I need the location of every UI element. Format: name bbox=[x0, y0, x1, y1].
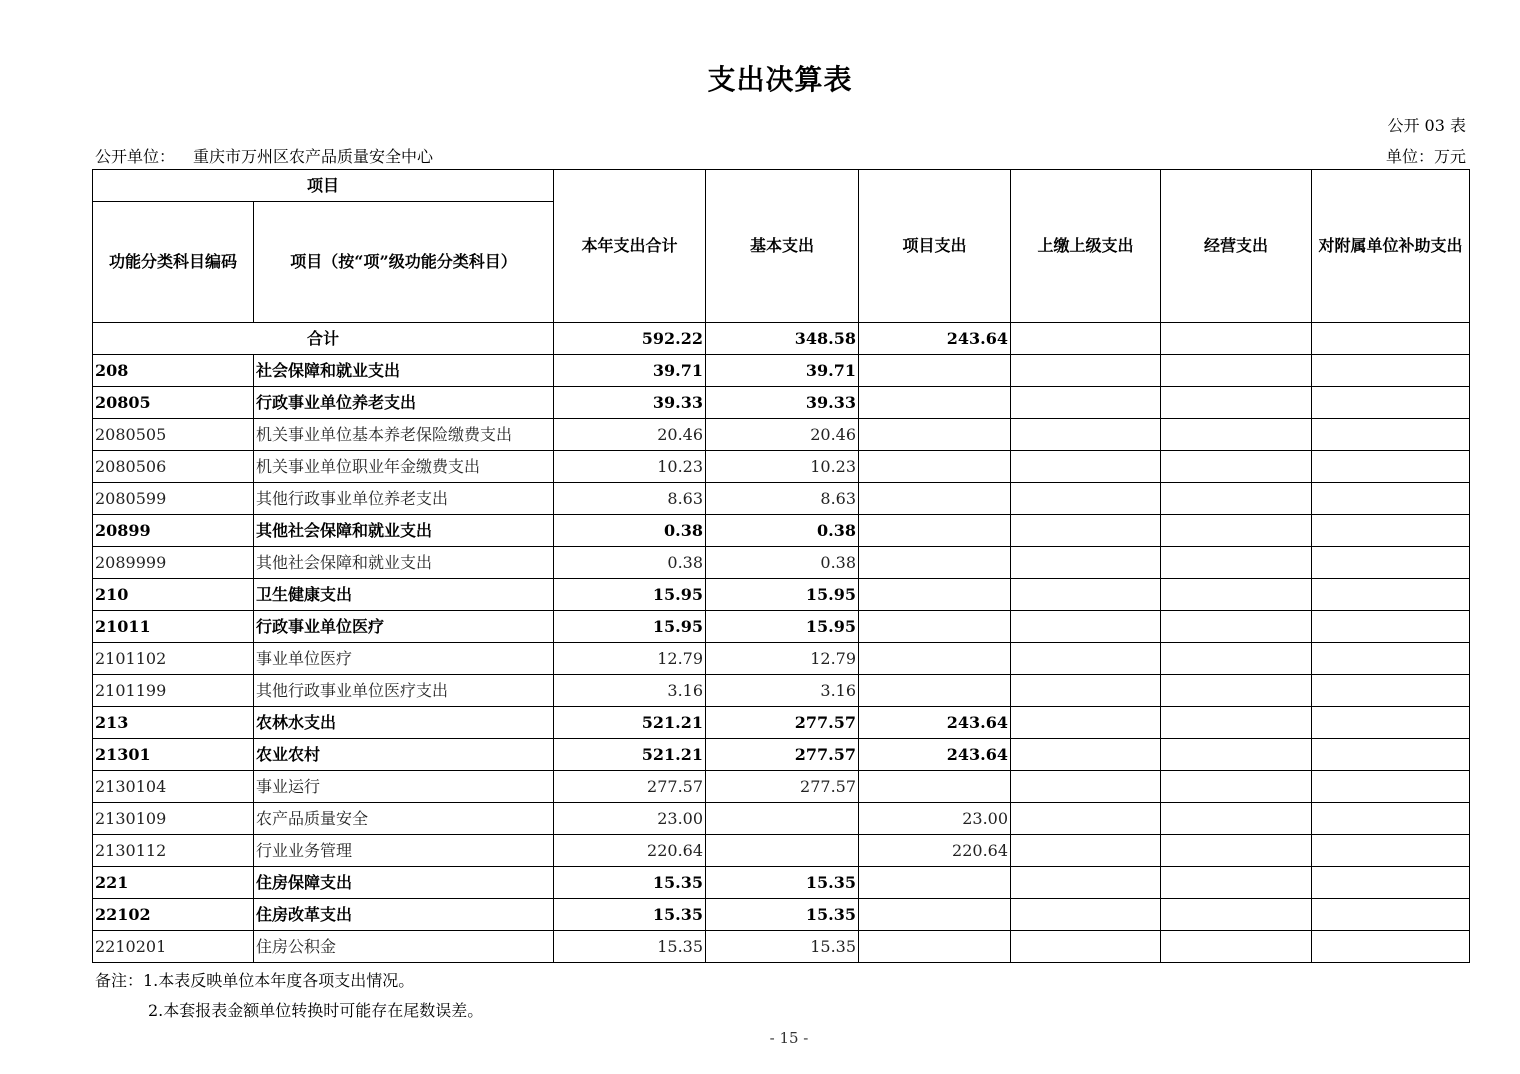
row-subsidy bbox=[1312, 707, 1470, 739]
row-code: 2080506 bbox=[93, 451, 254, 483]
row-basic: 39.71 bbox=[706, 355, 859, 387]
row-total: 0.38 bbox=[554, 547, 706, 579]
row-name: 农林水支出 bbox=[254, 707, 554, 739]
row-subsidy bbox=[1312, 483, 1470, 515]
row-subsidy bbox=[1312, 419, 1470, 451]
note-line-1: 备注：1.本表反映单位本年度各项支出情况。 bbox=[95, 971, 415, 990]
table-row bbox=[93, 771, 1470, 803]
row-code: 2101102 bbox=[93, 643, 254, 675]
row-business bbox=[1161, 611, 1312, 643]
row-total: 15.95 bbox=[554, 611, 706, 643]
row-business bbox=[1161, 707, 1312, 739]
row-name: 事业单位医疗 bbox=[254, 643, 554, 675]
row-subsidy bbox=[1312, 451, 1470, 483]
row-basic: 15.35 bbox=[706, 867, 859, 899]
row-item: 243.64 bbox=[859, 707, 1011, 739]
row-upper bbox=[1011, 771, 1161, 803]
row-business bbox=[1161, 867, 1312, 899]
row-business bbox=[1161, 387, 1312, 419]
row-code: 2080599 bbox=[93, 483, 254, 515]
reporting-unit bbox=[95, 144, 433, 167]
row-subsidy bbox=[1312, 803, 1470, 835]
row-basic: 277.57 bbox=[706, 707, 859, 739]
row-name: 事业运行 bbox=[254, 771, 554, 803]
row-total: 0.38 bbox=[554, 515, 706, 547]
table-row bbox=[93, 451, 1470, 483]
row-upper bbox=[1011, 835, 1161, 867]
row-basic: 0.38 bbox=[706, 515, 859, 547]
currency-unit: 单位：万元 bbox=[1385, 147, 1466, 166]
table-row bbox=[93, 643, 1470, 675]
page-number: - 15 - bbox=[769, 1029, 809, 1047]
row-item bbox=[859, 515, 1011, 547]
row-basic: 15.95 bbox=[706, 579, 859, 611]
row-business bbox=[1161, 931, 1312, 963]
note-line-2: 2.本套报表金额单位转换时可能存在尾数误差。 bbox=[148, 1001, 484, 1020]
row-upper bbox=[1011, 867, 1161, 899]
row-item: 220.64 bbox=[859, 835, 1011, 867]
row-total: 15.35 bbox=[554, 867, 706, 899]
row-subsidy bbox=[1312, 675, 1470, 707]
row-business bbox=[1161, 483, 1312, 515]
reporting-unit-name: 重庆市万州区农产品质量安全中心 bbox=[193, 147, 434, 166]
header-name: 项目（按“项”级功能分类科目） bbox=[254, 202, 554, 323]
row-item bbox=[859, 771, 1011, 803]
row-name: 行政事业单位医疗 bbox=[254, 611, 554, 643]
row-total: 23.00 bbox=[554, 803, 706, 835]
row-business bbox=[1161, 419, 1312, 451]
header-upper: 上缴上级支出 bbox=[1011, 170, 1161, 323]
row-name: 行政事业单位养老支出 bbox=[254, 387, 554, 419]
row-total: 39.71 bbox=[554, 355, 706, 387]
row-name: 机关事业单位基本养老保险缴费支出 bbox=[254, 419, 554, 451]
row-subsidy bbox=[1312, 611, 1470, 643]
row-item bbox=[859, 579, 1011, 611]
row-business bbox=[1161, 643, 1312, 675]
total-upper bbox=[1011, 323, 1161, 355]
row-code: 213 bbox=[93, 707, 254, 739]
row-total: 15.95 bbox=[554, 579, 706, 611]
row-subsidy bbox=[1312, 739, 1470, 771]
row-subsidy bbox=[1312, 515, 1470, 547]
row-upper bbox=[1011, 515, 1161, 547]
row-name: 其他行政事业单位养老支出 bbox=[254, 483, 554, 515]
row-item bbox=[859, 611, 1011, 643]
row-business bbox=[1161, 355, 1312, 387]
row-total: 8.63 bbox=[554, 483, 706, 515]
row-subsidy bbox=[1312, 579, 1470, 611]
row-upper bbox=[1011, 643, 1161, 675]
row-name: 住房公积金 bbox=[254, 931, 554, 963]
row-name: 机关事业单位职业年金缴费支出 bbox=[254, 451, 554, 483]
row-upper bbox=[1011, 355, 1161, 387]
row-upper bbox=[1011, 483, 1161, 515]
table-row bbox=[93, 579, 1470, 611]
row-upper bbox=[1011, 739, 1161, 771]
row-name: 农业农村 bbox=[254, 739, 554, 771]
row-subsidy bbox=[1312, 355, 1470, 387]
table-row bbox=[93, 419, 1470, 451]
table-row bbox=[93, 483, 1470, 515]
row-basic: 12.79 bbox=[706, 643, 859, 675]
row-name: 其他社会保障和就业支出 bbox=[254, 547, 554, 579]
row-item bbox=[859, 931, 1011, 963]
row-name: 住房保障支出 bbox=[254, 867, 554, 899]
table-row bbox=[93, 611, 1470, 643]
row-name: 住房改革支出 bbox=[254, 899, 554, 931]
row-total: 12.79 bbox=[554, 643, 706, 675]
row-basic: 39.33 bbox=[706, 387, 859, 419]
total-item: 243.64 bbox=[859, 323, 1011, 355]
header-project: 项目 bbox=[93, 170, 554, 202]
row-business bbox=[1161, 771, 1312, 803]
row-item: 243.64 bbox=[859, 739, 1011, 771]
row-code: 21011 bbox=[93, 611, 254, 643]
row-business bbox=[1161, 835, 1312, 867]
row-subsidy bbox=[1312, 771, 1470, 803]
row-total: 20.46 bbox=[554, 419, 706, 451]
row-code: 221 bbox=[93, 867, 254, 899]
row-basic: 15.35 bbox=[706, 931, 859, 963]
row-basic: 277.57 bbox=[706, 771, 859, 803]
row-total: 220.64 bbox=[554, 835, 706, 867]
row-name: 其他行政事业单位医疗支出 bbox=[254, 675, 554, 707]
row-subsidy bbox=[1312, 899, 1470, 931]
reporting-unit-label: 公开单位： bbox=[95, 147, 176, 166]
row-name: 其他社会保障和就业支出 bbox=[254, 515, 554, 547]
row-item bbox=[859, 547, 1011, 579]
row-business bbox=[1161, 515, 1312, 547]
row-item: 23.00 bbox=[859, 803, 1011, 835]
total-business bbox=[1161, 323, 1312, 355]
row-upper bbox=[1011, 803, 1161, 835]
header-basic: 基本支出 bbox=[706, 170, 859, 323]
row-subsidy bbox=[1312, 867, 1470, 899]
total-amount: 592.22 bbox=[554, 323, 706, 355]
table-row bbox=[93, 867, 1470, 899]
row-name: 农产品质量安全 bbox=[254, 803, 554, 835]
row-upper bbox=[1011, 611, 1161, 643]
row-total: 521.21 bbox=[554, 739, 706, 771]
row-upper bbox=[1011, 675, 1161, 707]
expenditure-table bbox=[92, 169, 1470, 963]
row-business bbox=[1161, 803, 1312, 835]
row-basic: 0.38 bbox=[706, 547, 859, 579]
row-total: 15.35 bbox=[554, 899, 706, 931]
header-item: 项目支出 bbox=[859, 170, 1011, 323]
row-code: 22102 bbox=[93, 899, 254, 931]
table-row bbox=[93, 355, 1470, 387]
row-upper bbox=[1011, 387, 1161, 419]
row-code: 21301 bbox=[93, 739, 254, 771]
header-subsidy: 对附属单位补助支出 bbox=[1312, 170, 1470, 323]
row-subsidy bbox=[1312, 547, 1470, 579]
row-code: 208 bbox=[93, 355, 254, 387]
row-name: 行业业务管理 bbox=[254, 835, 554, 867]
row-item bbox=[859, 419, 1011, 451]
row-basic: 15.35 bbox=[706, 899, 859, 931]
form-number: 公开 03 表 bbox=[1387, 116, 1466, 135]
row-total: 39.33 bbox=[554, 387, 706, 419]
row-code: 210 bbox=[93, 579, 254, 611]
total-basic: 348.58 bbox=[706, 323, 859, 355]
table-row bbox=[93, 803, 1470, 835]
row-business bbox=[1161, 547, 1312, 579]
row-item bbox=[859, 451, 1011, 483]
row-item bbox=[859, 387, 1011, 419]
table-row bbox=[93, 739, 1470, 771]
row-code: 20805 bbox=[93, 387, 254, 419]
row-item bbox=[859, 899, 1011, 931]
header-business: 经营支出 bbox=[1161, 170, 1312, 323]
table-row bbox=[93, 675, 1470, 707]
page-title: 支出决算表 bbox=[707, 63, 853, 96]
row-business bbox=[1161, 579, 1312, 611]
row-business bbox=[1161, 739, 1312, 771]
row-item bbox=[859, 483, 1011, 515]
row-subsidy bbox=[1312, 835, 1470, 867]
row-upper bbox=[1011, 579, 1161, 611]
row-business bbox=[1161, 451, 1312, 483]
row-upper bbox=[1011, 451, 1161, 483]
table-row bbox=[93, 387, 1470, 419]
total-label: 合计 bbox=[93, 323, 554, 355]
row-basic: 277.57 bbox=[706, 739, 859, 771]
row-total: 3.16 bbox=[554, 675, 706, 707]
row-total: 521.21 bbox=[554, 707, 706, 739]
row-upper bbox=[1011, 707, 1161, 739]
row-item bbox=[859, 355, 1011, 387]
row-total: 15.35 bbox=[554, 931, 706, 963]
row-subsidy bbox=[1312, 387, 1470, 419]
total-row bbox=[93, 323, 1470, 355]
row-item bbox=[859, 675, 1011, 707]
table-row bbox=[93, 515, 1470, 547]
row-code: 2130109 bbox=[93, 803, 254, 835]
row-total: 277.57 bbox=[554, 771, 706, 803]
row-basic bbox=[706, 803, 859, 835]
table-row bbox=[93, 707, 1470, 739]
notes bbox=[95, 966, 483, 1026]
row-business bbox=[1161, 675, 1312, 707]
row-code: 2101199 bbox=[93, 675, 254, 707]
row-code: 2130112 bbox=[93, 835, 254, 867]
row-upper bbox=[1011, 547, 1161, 579]
row-upper bbox=[1011, 931, 1161, 963]
row-subsidy bbox=[1312, 931, 1470, 963]
row-basic bbox=[706, 835, 859, 867]
table-row bbox=[93, 931, 1470, 963]
row-basic: 3.16 bbox=[706, 675, 859, 707]
header-total: 本年支出合计 bbox=[554, 170, 706, 323]
row-code: 2089999 bbox=[93, 547, 254, 579]
row-basic: 20.46 bbox=[706, 419, 859, 451]
total-subsidy bbox=[1312, 323, 1470, 355]
row-subsidy bbox=[1312, 643, 1470, 675]
row-basic: 15.95 bbox=[706, 611, 859, 643]
row-item bbox=[859, 867, 1011, 899]
row-basic: 10.23 bbox=[706, 451, 859, 483]
row-item bbox=[859, 643, 1011, 675]
table-row bbox=[93, 547, 1470, 579]
table-row bbox=[93, 899, 1470, 931]
row-basic: 8.63 bbox=[706, 483, 859, 515]
row-code: 2080505 bbox=[93, 419, 254, 451]
row-business bbox=[1161, 899, 1312, 931]
row-total: 10.23 bbox=[554, 451, 706, 483]
table-row bbox=[93, 835, 1470, 867]
header-code: 功能分类科目编码 bbox=[93, 202, 254, 323]
row-upper bbox=[1011, 899, 1161, 931]
row-code: 2130104 bbox=[93, 771, 254, 803]
row-name: 卫生健康支出 bbox=[254, 579, 554, 611]
row-upper bbox=[1011, 419, 1161, 451]
row-name: 社会保障和就业支出 bbox=[254, 355, 554, 387]
row-code: 2210201 bbox=[93, 931, 254, 963]
row-code: 20899 bbox=[93, 515, 254, 547]
